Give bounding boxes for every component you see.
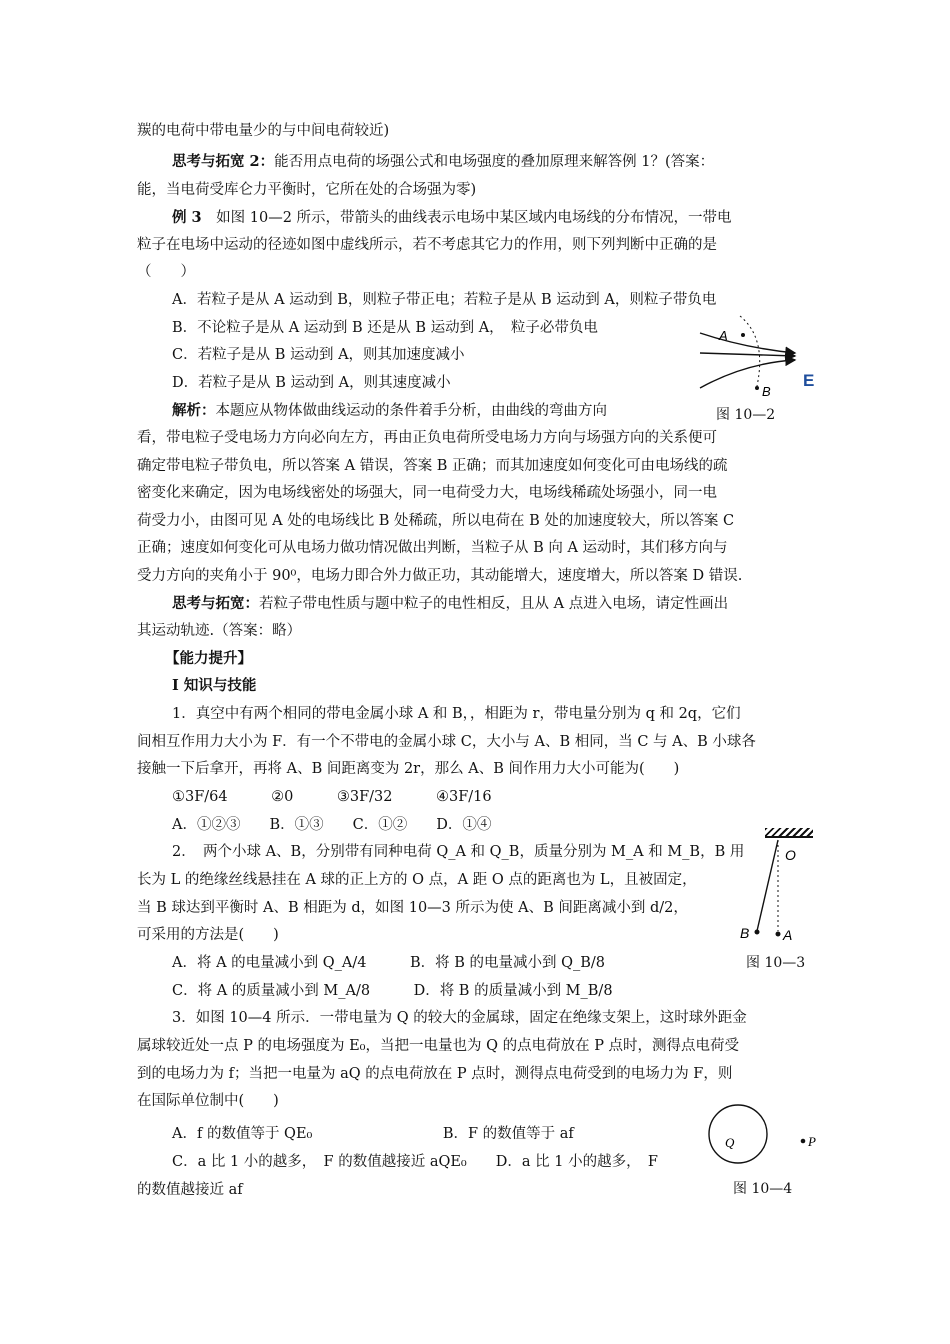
field-line (700, 360, 795, 388)
figure-caption: 图 10—4 (733, 1181, 793, 1197)
choices-line: ①3F/64 ②0 ③3F/32 ④3F/16 (172, 789, 492, 805)
label-o: O (785, 847, 796, 863)
text-line: 到的电场力为 f；当把一电量为 aQ 的点电荷放在 P 点时，测得点电荷受到的电场力为 F，则 (137, 1066, 733, 1082)
label-b: B (762, 384, 771, 399)
option-d: D．若粒子是从 B 运动到 A，则其速度减小 (172, 375, 451, 391)
text-line: 间相互作用力大小为 F．有一个不带电的金属小球 C，大小与 A、B 相同，当 C 与 A、B 小球各 (137, 734, 756, 750)
field-line (700, 353, 795, 356)
label-a: A (719, 328, 728, 343)
text-line: （ ） (137, 264, 195, 280)
question-3: 3．如图 10—4 所示．一带电量为 Q 的较大的金属球，固定在绝缘支架上，这时球外距金 (172, 1010, 747, 1026)
point-p (801, 1139, 806, 1144)
section-heading: 【能力提升】 (165, 650, 252, 667)
text-line (172, 152, 714, 172)
text-line: 确定带电粒子带负电，所以答案 A 错误，答案 B 正确；而其加速度如何变化可由电场线的疏 (137, 458, 728, 474)
text-line: 能，当电荷受库仑力平衡时，它所在处的合场强为零) (137, 182, 477, 198)
subsection-heading: Ⅰ 知识与技能 (172, 677, 257, 694)
text-line: 看，带电粒子受电场力方向必向左方，再由正负电荷所受电场力方向与场强方向的关系便可 (137, 430, 717, 446)
point-b (755, 386, 759, 390)
text-line: 正确；速度如何变化可从电场力做功情况做出判断，当粒子从 B 向 A 运动时，其们移方向与 (137, 540, 728, 556)
question-2: 2． 两个小球 A、B，分别带有同种电荷 Q_A 和 Q_B，质量分别为 M_A 和 M_B，B 用 (172, 844, 745, 860)
text-line: 当 B 球达到平衡时 A、B 相距为 d，如图 10—3 所示为使 A、B 间距离减小到 d/2， (137, 900, 688, 916)
option-b: B．不论粒子是从 A 运动到 B 还是从 B 运动到 A， 粒子必带负电 (172, 320, 598, 336)
bold-label: 思考与拓宽： (172, 595, 259, 612)
figure-caption: 图 10—2 (716, 407, 776, 423)
text: 如图 10—2 所示，带箭头的曲线表示电场中某区域内电场线的分布情况，一带电 (201, 210, 732, 226)
text-line: 其运动轨迹.（答案：略） (137, 623, 302, 639)
label-b: B (740, 925, 750, 941)
bold-label: 思考与拓宽 2： (172, 153, 275, 170)
text-line: 的数值越接近 af (137, 1182, 243, 1198)
metal-sphere (709, 1105, 767, 1163)
label-p: P (808, 1134, 816, 1149)
option-a: A．若粒子是从 A 运动到 B，则粒子带正电；若粒子是从 B 运动到 A，则粒子带负电 (172, 292, 717, 308)
figure-10-2 (685, 308, 820, 403)
ceiling-hatch (765, 828, 813, 838)
text-line: 受力方向的夹角小于 90⁰，电场力即合外力做正功，其动能增大，速度增大，所以答案 D 错误. (137, 568, 743, 584)
options-line: C．将 A 的质量减小到 M_A/8 D．将 B 的质量减小到 M_B/8 (172, 983, 613, 999)
trajectory-dashed (740, 316, 760, 386)
text-line: 长为 L 的绝缘丝线悬挂在 A 球的正上方的 O 点，A 距 O 点的距离也为 L，且被固定， (137, 872, 697, 888)
text-line: 粒子在电场中运动的径迹如图中虚线所示，若不考虑其它力的作用，则下列判断中正确的是 (137, 237, 717, 253)
options-line: A．将 A 的电量减小到 Q_A/4 B．将 B 的电量减小到 Q_B/8 (172, 955, 606, 971)
text-line (172, 594, 728, 614)
field-line (700, 333, 795, 353)
text-line: 在国际单位制中( ) (137, 1093, 279, 1109)
figure-10-4 (700, 1100, 820, 1170)
text: 本题应从物体做曲线运动的条件着手分析，由曲线的弯曲方向 (215, 403, 607, 419)
label-a: A (783, 927, 793, 943)
text: 若粒子带电性质与题中粒子的电性相反，且从 A 点进入电场，请定性画出 (259, 596, 729, 612)
options-line: A．①②③ B．①③ C．①② D．①④ (172, 817, 492, 833)
options-line: C．a 比 1 小的越多， F 的数值越接近 aQE₀ D．a 比 1 小的越多， F (172, 1154, 658, 1170)
label-q: Q (725, 1135, 735, 1150)
bold-label: 解析： (172, 402, 216, 419)
option-c: C．若粒子是从 B 运动到 A，则其加速度减小 (172, 347, 465, 363)
text-line: 密变化来确定，因为电场线密处的场强大，同一电荷受力大，电场线稀疏处场强小，同一电 (137, 485, 717, 501)
text-line: 荷受力小，由图可见 A 处的电场线比 B 处稀疏，所以电荷在 B 处的加速度较大，所以答案 C (137, 513, 735, 529)
figure-10-3 (735, 838, 820, 948)
question-1: 1．真空中有两个相同的带电金属小球 A 和 B，，相距为 r，带电量分别为 q 和 2q，它们 (172, 706, 741, 722)
text-line: 羰的电荷中带电量少的与中间电荷较近) (137, 123, 390, 139)
label-e: E (803, 371, 815, 390)
text-line (172, 208, 732, 228)
text-line: 接触一下后拿开，再将 A、B 间距离变为 2r，那么 A、B 间作用力大小可能为( ) (137, 761, 680, 777)
text-line: 属球较近处一点 P 的电场强度为 E₀，当把一电量也为 Q 的点电荷放在 P 点时，测得点电荷受 (137, 1038, 740, 1054)
text: 能否用点电荷的场强公式和电场强度的叠加原理来解答例 1？(答案： (274, 154, 715, 170)
point-a (741, 333, 745, 337)
figure-caption: 图 10—3 (746, 955, 806, 971)
thread (757, 840, 778, 931)
text-line: 可采用的方法是( ) (137, 927, 279, 943)
text-line (172, 401, 607, 421)
ball-a (776, 932, 781, 937)
options-line: A．f 的数值等于 QE₀ B．F 的数值等于 af (172, 1126, 574, 1142)
bold-label: 例 3 (172, 209, 202, 226)
ball-b (755, 930, 760, 935)
